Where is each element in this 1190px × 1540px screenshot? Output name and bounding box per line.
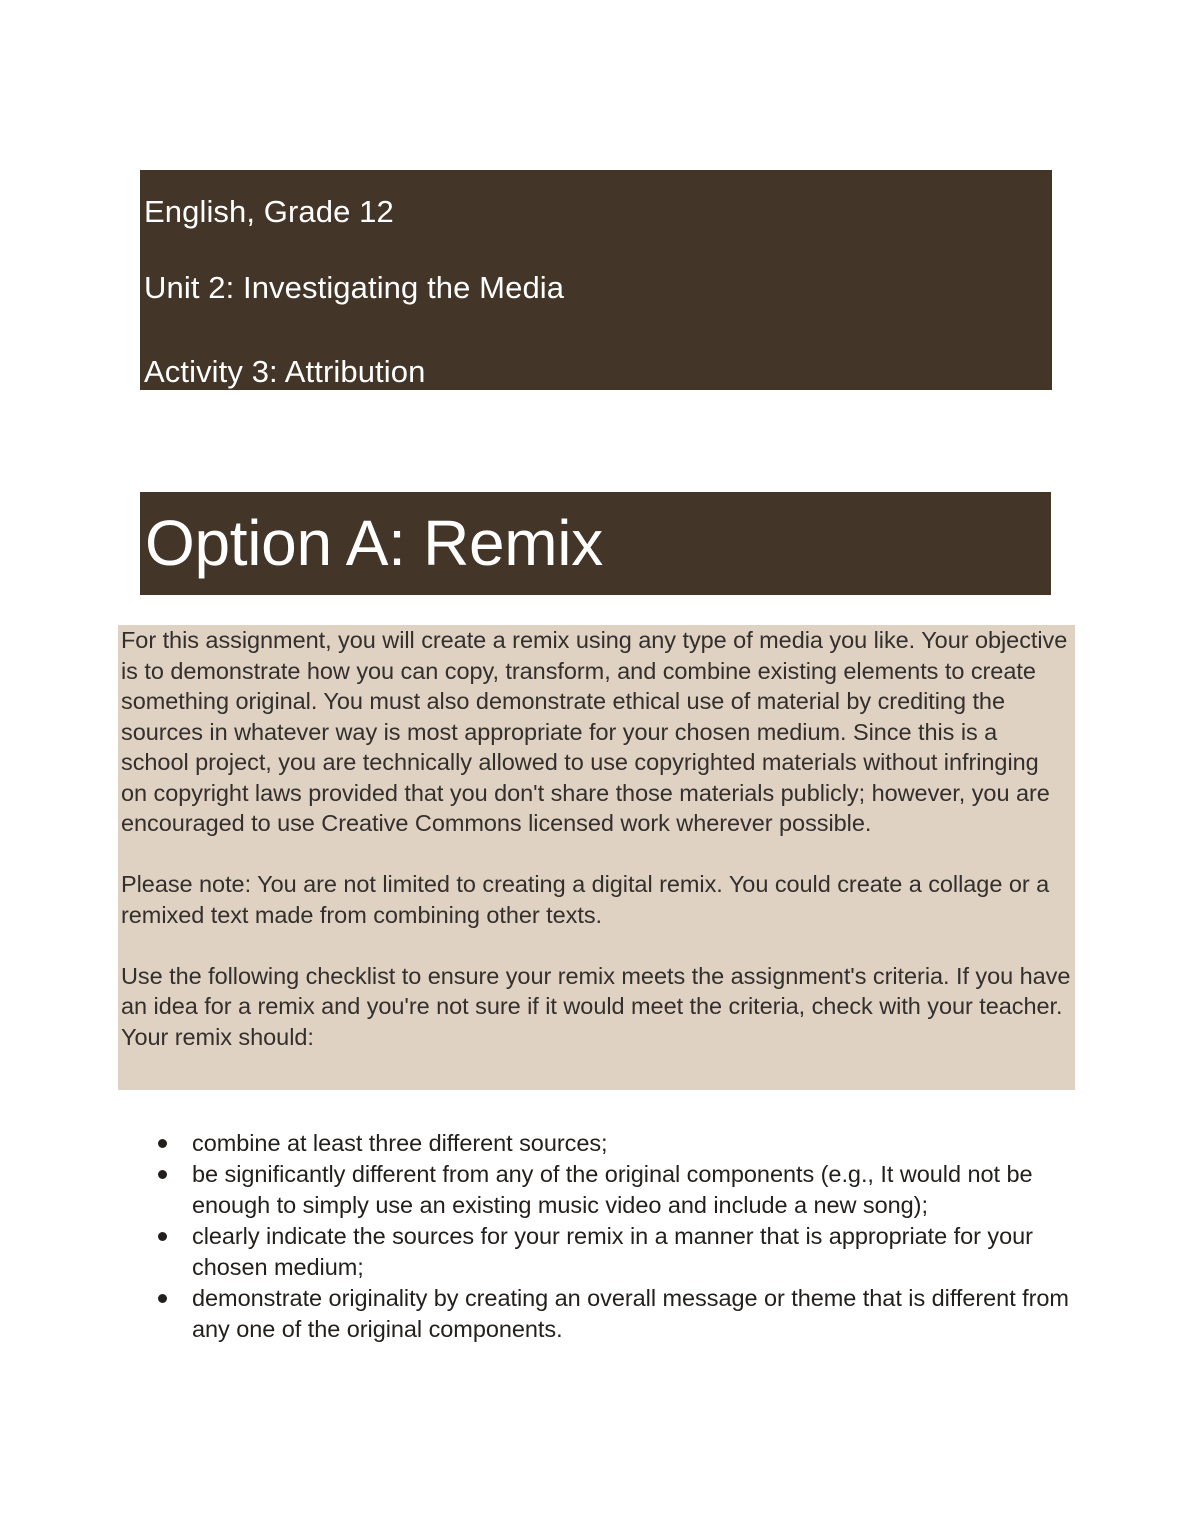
list-item — [118, 1221, 1078, 1283]
paragraph-spacer-2 — [121, 930, 1071, 961]
bullet-icon — [158, 1294, 167, 1303]
list-item-label: demonstrate originality by creating an overall message or theme that is different from any one of the original components. — [192, 1285, 1069, 1342]
list-item — [118, 1283, 1078, 1345]
assignment-description-block — [118, 625, 1075, 1090]
assignment-paragraph-3: Use the following checklist to ensure your remix meets the assignment's criteria. If you have an idea for a remix and you're not sure if it would meet the criteria, check with your teacher. Your remix should: — [121, 962, 1071, 1050]
course-subject-line: English, Grade 12 — [144, 194, 394, 229]
list-item-label: be significantly different from any of the original components (e.g., It would not be enough to simply use an existing music video and include a new song); — [192, 1161, 1033, 1218]
list-item-label: combine at least three different sources; — [192, 1130, 608, 1156]
course-unit-line: Unit 2: Investigating the Media — [144, 270, 565, 305]
bullet-icon — [158, 1232, 167, 1241]
course-header-banner — [140, 170, 1052, 390]
course-activity-line: Activity 3: Attribution — [144, 354, 426, 389]
list-item — [118, 1128, 1078, 1159]
list-item — [118, 1159, 1078, 1221]
assignment-paragraph-1: For this assignment, you will create a remix using any type of media you like. Your objective is to demonstrate how you can copy, transform, and combine existing elements to create something original. You must also demonstrate ethical use of material by crediting the sources in whatever way is most appropriate for your chosen medium. Since this is a school project, you are technically allowed to use copyrighted materials without infringing on copyright laws provided that you don't share those materials publicly; however, you are encouraged to use Creative Commons licensed work wherever possible. — [121, 627, 1068, 836]
list-item-label: clearly indicate the sources for your remix in a manner that is appropriate for your chosen medium; — [192, 1223, 1033, 1280]
page-title: Option A: Remix — [145, 507, 603, 579]
paragraph-spacer-1 — [121, 839, 1071, 870]
bullet-icon — [158, 1139, 167, 1148]
option-title-banner — [140, 492, 1051, 595]
remix-criteria-checklist — [118, 1128, 1078, 1345]
bullet-icon — [158, 1170, 167, 1179]
assignment-paragraph-2: Please note: You are not limited to creating a digital remix. You could create a collage or a remixed text made from combining other texts. — [121, 871, 1050, 928]
